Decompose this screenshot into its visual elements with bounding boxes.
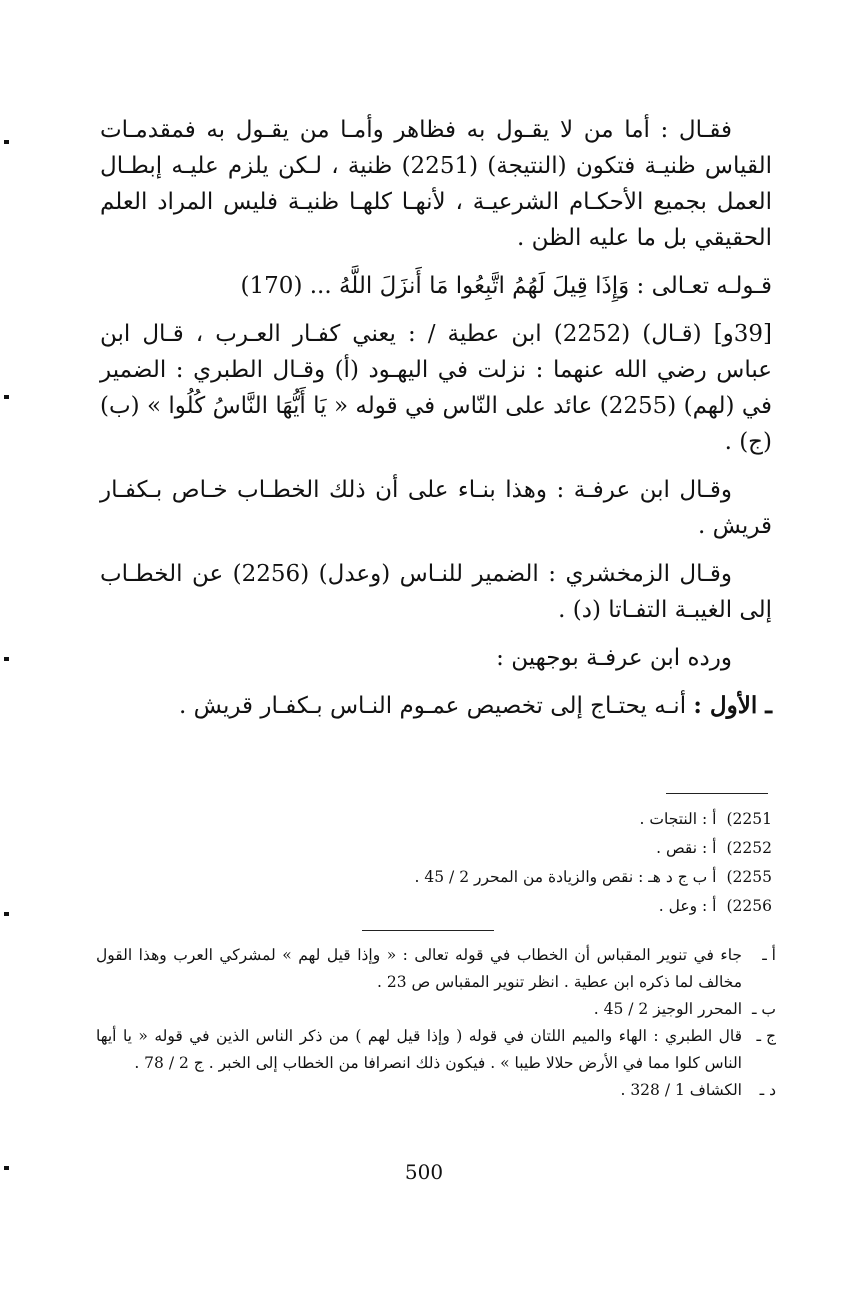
note-row (96, 1023, 776, 1077)
footnote-text: أ : وعل . (658, 897, 717, 915)
note-row (96, 996, 776, 1023)
footnote-row (100, 834, 772, 863)
scan-edge-mark (4, 912, 9, 916)
note-text: قال الطبري : الهاء والميم اللتان في قوله ( وإذا قيل لهم ) من ذكر الناس الذين في قوله « يا أيها الناس كلوا مما في الأرض حلالا طيبا » . فيكون ذلك انصرافا من الخطاب إلى الخبر . ج 2 / 78 . (96, 1027, 742, 1072)
main-text (100, 112, 772, 736)
footnote-number: 2251) (726, 810, 772, 828)
footnote-text: أ : النتجات . (639, 810, 717, 828)
point-text: أنـه يحتـاج إلى تخصيص عمـوم النـاس بـكفـار قريش . (179, 693, 694, 719)
notes-divider (362, 930, 494, 931)
footnote-divider (666, 793, 768, 794)
footnote-row (100, 805, 772, 834)
paragraph: وقـال ابن عرفـة : وهذا بنـاء على أن ذلك الخطـاب خـاص بـكفـار قريش . (100, 477, 772, 539)
paragraph: ورده ابن عرفـة بوجهين : (496, 645, 732, 671)
scan-edge-mark (4, 657, 9, 661)
paragraph: وقـال الزمخشري : الضمير للنـاس (وعدل) (2256) عن الخطـاب إلى الغيبـة التفـاتا (د) . (100, 561, 772, 623)
paragraph: [39و] (قـال) (2252) ابن عطية / : يعني كفـار العـرب ، قـال ابن عباس رضي الله عنهما : نزلت في اليهـود (أ) وقـال الطبري : الضمير في (لهم) (2255) عائد على النّاس في قوله « يَا أَيُّهَا النَّاسُ كُلُوا » (ب) (ج) . (100, 321, 773, 455)
note-key: ب ـ (751, 1000, 776, 1018)
footnote-text: أ ب ج د هـ : نقص والزيادة من المحرر 2 / 45 . (414, 868, 717, 886)
footnote-row (100, 863, 772, 892)
scan-edge-mark (4, 140, 9, 144)
footnote-number: 2256) (726, 897, 772, 915)
note-key: د ـ (759, 1081, 776, 1099)
paragraph (100, 688, 772, 724)
commentary-notes (96, 942, 776, 1104)
variant-footnotes (100, 805, 772, 921)
footnote-text: أ : نقص . (656, 839, 717, 857)
note-row (96, 942, 776, 996)
verse-paragraph: قـولـه تعـالى : وَإِذَا قِيلَ لَهُمُ اتَّبِعُوا مَا أَنزَلَ اللَّهُ ... (170) (240, 273, 772, 299)
note-text: المحرر الوجيز 2 / 45 . (593, 1000, 742, 1018)
scan-edge-mark (4, 395, 9, 399)
note-row (96, 1077, 776, 1104)
point-lead: ـ الأول : (693, 692, 772, 719)
page-number: 500 (404, 1160, 444, 1184)
note-text: جاء في تنوير المقباس أن الخطاب في قوله تعالى : « وإذا قيل لهم » لمشركي العرب وهذا القول مخالف لما ذكره ابن عطية . انظر تنوير المقباس ص 23 . (96, 946, 742, 991)
note-key: ج ـ (756, 1027, 776, 1045)
note-text: الكشاف 1 / 328 . (620, 1081, 742, 1099)
footnote-row (100, 892, 772, 921)
paragraph: فقـال : أما من لا يقـول به فظاهر وأمـا من يقـول به فمقدمـات القياس ظنيـة فتكون (النتيجة) (2251) ظنية ، لـكن يلزم عليـه إبطـال العمل بجميع الأحكـام الشرعيـة ، لأنهـا كلهـا ظنيـة فليس المراد العلم الحقيقي بل ما عليه الظن . (100, 117, 772, 251)
footnote-number: 2255) (726, 868, 772, 886)
footnote-number: 2252) (726, 839, 772, 857)
note-key: أ ـ (762, 946, 776, 964)
